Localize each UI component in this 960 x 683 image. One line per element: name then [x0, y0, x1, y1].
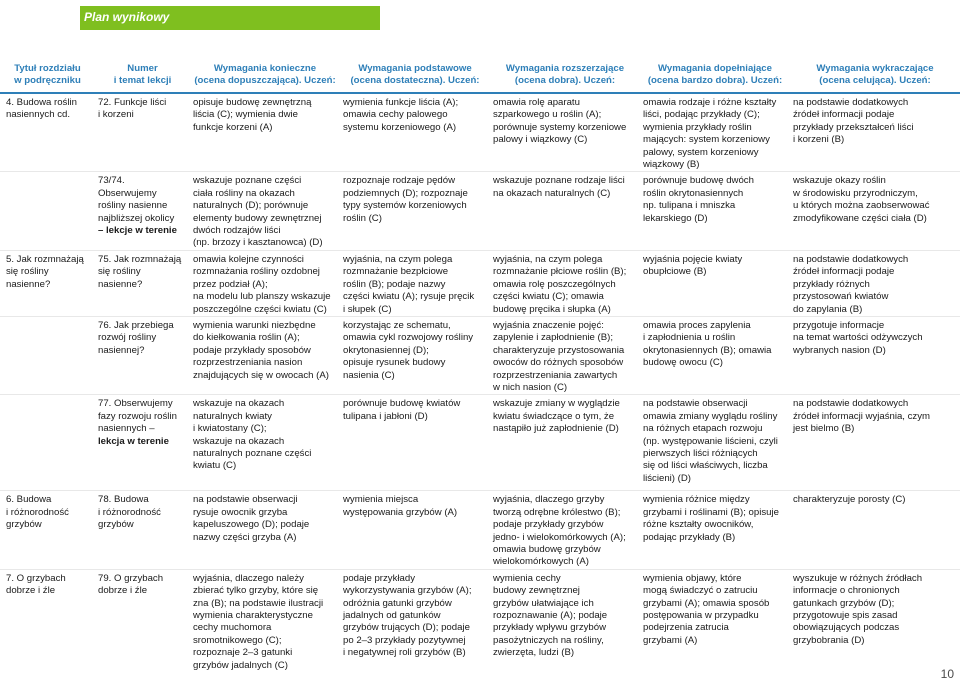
- cell-line: nazwy części grzyba (A): [193, 531, 297, 543]
- table-cell: [95, 250, 190, 316]
- cell-line: i różnorodność: [98, 506, 161, 518]
- cell-line: (np. brzozy i kasztanowca) (D): [193, 237, 323, 249]
- column-header-line: (ocena dobra). Uczeń:: [514, 74, 616, 86]
- cell-line: obowiązujących podczas: [793, 622, 900, 634]
- cell-line: funkcje korzeni (A): [193, 121, 273, 133]
- cell-line: przykłady wpływu grzybów: [493, 622, 607, 634]
- cell-line: 75. Jak rozmnażają: [98, 253, 182, 265]
- table-cell: [340, 569, 490, 673]
- cell-line: i korzeni: [98, 109, 134, 121]
- table-row: [0, 569, 960, 673]
- column-header-line: Wymagania konieczne: [213, 63, 317, 74]
- cell-line: kwiatu świadczące o tym, że: [493, 410, 615, 422]
- cell-line: rozpoznaje 2–3 gatunki: [193, 647, 293, 659]
- table-cell: [640, 94, 790, 172]
- cell-line: mogą świadczyć o zatruciu: [643, 585, 758, 597]
- cell-line: omawia cechy palowego: [343, 109, 448, 121]
- cell-line: rozpoznawanie (A); podaje: [493, 610, 608, 621]
- cell-line: omawia zmiany wyglądu rośliny: [643, 410, 778, 422]
- column-header-line: Wymagania wykraczające: [816, 63, 934, 74]
- table-cell: [490, 491, 640, 569]
- table-cell: [0, 395, 95, 491]
- cell-line: w środowisku przyrodniczym,: [793, 187, 918, 199]
- cell-line: nasiennych cd.: [6, 109, 70, 121]
- cell-line: nasiennej?: [98, 344, 145, 356]
- cell-line: wymienia charakterystyczne: [193, 610, 313, 621]
- cell-line: naturalnych (D); porównuje: [193, 200, 309, 212]
- cell-line: na różnych etapach rozwoju: [643, 423, 763, 435]
- table-cell: [95, 172, 190, 250]
- table-cell: [640, 172, 790, 250]
- cell-line: wyjaśnia, dlaczego należy: [193, 572, 304, 584]
- cell-line: dobrze i źle: [6, 585, 56, 597]
- column-header: [790, 57, 960, 93]
- cell-line: 5. Jak rozmnażają: [6, 253, 84, 265]
- cell-line: się rośliny: [98, 266, 141, 278]
- table-cell: [790, 491, 960, 569]
- cell-line: zapylenie i zapłodnienie (B);: [493, 332, 613, 344]
- table-cell: [490, 250, 640, 316]
- cell-line: części kwiatu (C); omawia: [493, 291, 604, 303]
- cell-line: wyjaśnia pojęcie kwiaty: [643, 253, 743, 265]
- column-header-line: (ocena dostateczna). Uczeń:: [350, 74, 480, 86]
- cell-line: np. tulipana i mniszka: [643, 200, 736, 212]
- table-cell: [0, 569, 95, 673]
- table-row: [0, 250, 960, 316]
- cell-line: nasiennych –: [98, 423, 155, 435]
- cell-line: kapeluszowego (D); podaje: [193, 519, 310, 531]
- table-cell: [340, 250, 490, 316]
- cell-line: wymienia różnice między: [643, 494, 750, 506]
- cell-line: roślin (B); podaje nazwy: [343, 278, 446, 290]
- cell-line: zbierać tylko grzyby, które się: [193, 585, 319, 597]
- cell-line: omawia cykl rozwojowy rośliny: [343, 332, 474, 344]
- cell-line: źródeł informacji podaje: [793, 109, 895, 121]
- cell-line: ciała rośliny na okazach: [193, 187, 295, 199]
- cell-line: 4. Budowa roślin: [6, 97, 77, 108]
- table-cell: [790, 395, 960, 491]
- column-header-line: Wymagania rozszerzające: [505, 63, 625, 74]
- cell-line: informacje o chronionych: [793, 585, 900, 597]
- cell-line: charakteryzuje porosty (C): [793, 494, 906, 506]
- cell-line: najbliższej okolicy: [98, 212, 175, 224]
- cell-line: grzybobrania (D): [793, 634, 865, 646]
- cell-line: i negatywnej roli grzybów (B): [343, 647, 466, 659]
- cell-line: 72. Funkcje liści: [98, 97, 167, 108]
- table-cell: [190, 491, 340, 569]
- table-row: [0, 316, 960, 394]
- cell-line: na podstawie dodatkowych: [793, 253, 909, 265]
- cell-line: rysuje owocnik grzyba: [193, 506, 288, 518]
- cell-line: 6. Budowa: [6, 494, 52, 506]
- cell-line: przystosowań kwiatów: [793, 291, 889, 303]
- cell-line: mających: system korzeniowy: [643, 134, 770, 146]
- cell-line: opisuje rysunek budowy: [343, 357, 446, 369]
- cell-line: (np. występowanie liścieni, czyli: [643, 435, 778, 447]
- table-row: [0, 395, 960, 491]
- cell-line: kwiatu (C): [193, 460, 237, 472]
- cell-line: wymienia warunki niezbędne: [193, 319, 316, 331]
- column-header-line: (ocena bardzo dobra). Uczeń:: [647, 74, 783, 86]
- cell-line: rozmnażanie płciowe roślin (B);: [493, 266, 627, 278]
- table-cell: [190, 172, 340, 250]
- cell-line: wymienia cechy: [493, 572, 561, 584]
- column-header: [0, 57, 95, 93]
- cell-line: korzystając ze schematu,: [343, 319, 451, 331]
- table-cell: [95, 395, 190, 491]
- cell-line: u których można zaobserwować: [793, 200, 930, 212]
- cell-line: rozprzestrzeniania zawartych: [493, 369, 618, 381]
- table-row: [0, 172, 960, 250]
- cell-line: budowę pręcika i słupka (A): [493, 303, 611, 315]
- cell-line: wykorzystywania grzybów (A);: [343, 585, 472, 597]
- table-row: [0, 491, 960, 569]
- table-cell: [640, 569, 790, 673]
- cell-line: 76. Jak przebiega: [98, 319, 174, 331]
- table-cell: [95, 316, 190, 394]
- cell-line: różne kształty owocników,: [643, 519, 754, 531]
- cell-line: gatunkach grzybów (D);: [793, 597, 895, 609]
- cell-line: obupłciowe (B): [643, 266, 707, 278]
- table-cell: [790, 172, 960, 250]
- cell-line: charakteryzuje przystosowania: [493, 344, 625, 356]
- cell-line: znajdujących się w owocach (A): [193, 369, 329, 381]
- table-cell: [640, 316, 790, 394]
- cell-line: liścia (C); wymienia dwie: [193, 109, 299, 121]
- table-cell: [95, 491, 190, 569]
- cell-line: nastąpiło już zapłodnienie (D): [493, 423, 619, 435]
- cell-line: rozpoznaje rodzaje pędów: [343, 175, 456, 187]
- cell-line: nasienne?: [6, 278, 51, 290]
- cell-line: omawia kolejne czynności: [193, 253, 304, 265]
- table-cell: [0, 491, 95, 569]
- cell-line: systemu korzeniowego (A): [343, 121, 457, 133]
- column-header: [340, 57, 490, 93]
- table-cell: [190, 316, 340, 394]
- cell-line: rozmnażania rośliny ozdobnej: [193, 266, 320, 278]
- column-header-line: Numer: [127, 63, 158, 74]
- cell-line: na modelu lub planszy wskazuje: [193, 291, 331, 303]
- cell-line: porównuje budowę dwóch: [643, 175, 754, 187]
- cell-line: 78. Budowa: [98, 494, 149, 506]
- cell-line: 77. Obserwujemy: [98, 398, 173, 410]
- cell-line: owoców do różnych sposobów: [493, 357, 624, 369]
- cell-line: rozprzestrzeniania nasion: [193, 357, 303, 369]
- cell-line: dobrze i źle: [98, 585, 148, 597]
- cell-line: na podstawie dodatkowych: [793, 97, 909, 108]
- cell-line: na podstawie obserwacji: [643, 398, 748, 410]
- cell-line: źródeł informacji podaje: [793, 266, 895, 278]
- cell-line: wymienia funkcje liścia (A);: [343, 97, 459, 108]
- cell-line: wskazuje zmiany w wyglądzie: [493, 398, 620, 410]
- cell-line: jadalnych od gatunków: [343, 610, 441, 621]
- table-cell: [0, 250, 95, 316]
- cell-line: wyjaśnia, na czym polega: [493, 253, 603, 265]
- cell-line: jest bielmo (B): [793, 423, 855, 435]
- cell-line: elementy budowy zewnętrznej: [193, 212, 322, 224]
- cell-line: podając przykłady (B): [643, 531, 736, 543]
- table-cell: [340, 395, 490, 491]
- cell-line: na podstawie obserwacji: [193, 494, 298, 506]
- cell-line: przykłady różnych: [793, 278, 870, 290]
- column-header-line: i temat lekcji: [113, 74, 172, 86]
- table-cell: [790, 250, 960, 316]
- table-cell: [340, 172, 490, 250]
- cell-line: podaje przykłady grzybów: [493, 519, 604, 531]
- cell-line: wskazuje na okazach: [193, 398, 285, 410]
- cell-line: przygotowuje spis zasad: [793, 610, 898, 621]
- table-cell: [95, 569, 190, 673]
- cell-line: grzybów: [98, 519, 134, 531]
- cell-line: zwierzęta, ludzi (B): [493, 647, 575, 659]
- table-header: [0, 57, 960, 93]
- table-body: [0, 94, 960, 673]
- page-number: 10: [940, 667, 954, 681]
- cell-line: i kwiatostany (C);: [193, 423, 267, 435]
- cell-line: budowy zewnętrznej: [493, 585, 580, 597]
- table-cell: [640, 491, 790, 569]
- table-cell: [190, 569, 340, 673]
- cell-line: rośliny nasienne: [98, 200, 168, 212]
- cell-line: typy systemów korzeniowych: [343, 200, 467, 212]
- table-cell: [340, 491, 490, 569]
- cell-line: na podstawie dodatkowych: [793, 398, 909, 410]
- cell-line: zmodyfikowane części ciała (D): [793, 212, 927, 224]
- cell-line: dwóch rodzajów liści: [193, 225, 281, 237]
- cell-line: grzybami i roślinami (B); opisuje: [643, 506, 779, 518]
- column-header-line: Tytuł rozdziału: [14, 63, 81, 74]
- table-cell: [190, 395, 340, 491]
- column-header-line: (ocena celująca). Uczeń:: [819, 74, 931, 86]
- cell-line: omawia rolę poszczególnych: [493, 278, 616, 290]
- cell-line: i korzeni (B): [793, 134, 845, 146]
- cell-line: się rośliny: [6, 266, 49, 278]
- cell-line: grzybami (A); omawia sposób: [643, 597, 770, 609]
- table-cell: [0, 94, 95, 172]
- cell-line: roślin okrytonasiennych: [643, 187, 744, 199]
- table-row: [0, 94, 960, 172]
- page-title: Plan wynikowy: [84, 10, 170, 24]
- cell-line: wybranych nasion (D): [793, 344, 886, 356]
- table-cell: [190, 94, 340, 172]
- column-header: [640, 57, 790, 93]
- cell-line: źródeł informacji wyjaśnia, czym: [793, 410, 931, 422]
- cell-line: podaje przykłady: [343, 572, 415, 584]
- column-header: [95, 57, 190, 93]
- cell-line: lekcja w terenie: [98, 435, 169, 447]
- cell-line: grzybów trujących (D); podaje: [343, 622, 470, 634]
- cell-line: nasienia (C): [343, 369, 395, 381]
- cell-line: jedno- i wielokomórkowych (A);: [493, 531, 626, 543]
- cell-line: grzybów ułatwiające ich: [493, 597, 594, 609]
- cell-line: podaje przykłady sposobów: [193, 344, 311, 356]
- cell-line: 7. O grzybach: [6, 572, 66, 584]
- table-cell: [190, 250, 340, 316]
- cell-line: wyjaśnia, na czym polega: [343, 253, 453, 265]
- cell-line: fazy rozwoju roślin: [98, 410, 177, 422]
- table-cell: [340, 94, 490, 172]
- cell-line: liści, podając przykłady (C);: [643, 109, 760, 121]
- cell-line: wskazuje poznane części: [193, 175, 302, 187]
- cell-line: części kwiatu (A); rysuje pręcik: [343, 291, 475, 303]
- table-cell: [790, 316, 960, 394]
- cell-line: omawia proces zapylenia: [643, 319, 751, 331]
- cell-line: naturalnych kwiaty: [193, 410, 272, 422]
- cell-line: podziemnych (D); rozpoznaje: [343, 187, 468, 199]
- cell-line: na okazach naturalnych (C): [493, 187, 611, 199]
- cell-line: cechy muchomora: [193, 622, 272, 634]
- cell-line: wymienia objawy, które: [643, 572, 742, 584]
- table-cell: [640, 395, 790, 491]
- cell-line: grzybów jadalnych (C): [193, 659, 288, 671]
- cell-line: i różnorodność: [6, 506, 69, 518]
- cell-line: wskazuje poznane rodzaje liści: [493, 175, 625, 187]
- cell-line: postępowania w przypadku: [643, 610, 759, 621]
- table-cell: [640, 250, 790, 316]
- table-cell: [490, 172, 640, 250]
- cell-line: wyszukuje w różnych źródłach: [793, 572, 923, 584]
- cell-line: 73/74.: [98, 175, 125, 187]
- cell-line: wymienia przykłady roślin: [643, 121, 752, 133]
- cell-line: – lekcje w terenie: [98, 225, 177, 237]
- cell-line: okrytonasiennej (D);: [343, 344, 429, 356]
- cell-line: grzybami (A): [643, 634, 698, 646]
- column-header-line: (ocena dopuszczająca). Uczeń:: [194, 74, 336, 86]
- cell-line: do kiełkowania roślin (A);: [193, 332, 300, 344]
- table-cell: [490, 316, 640, 394]
- cell-line: 79. O grzybach: [98, 572, 164, 584]
- cell-line: odróżnia gatunki grzybów: [343, 597, 452, 609]
- cell-line: pasożytniczych na rośliny,: [493, 634, 604, 646]
- cell-line: Obserwujemy: [98, 187, 157, 199]
- cell-line: przygotuje informacje: [793, 319, 885, 331]
- cell-line: przez podział (A);: [193, 278, 268, 290]
- cell-line: wyjaśnia znaczenie pojęć:: [493, 319, 604, 331]
- column-header: [490, 57, 640, 93]
- cell-line: lekarskiego (D): [643, 212, 708, 224]
- cell-line: omawia rolę aparatu: [493, 97, 580, 108]
- cell-line: szparkowego u roślin (A);: [493, 109, 602, 121]
- cell-line: porównuje systemy korzeniowe: [493, 121, 627, 133]
- table-cell: [340, 316, 490, 394]
- cell-line: naturalnych poznane części: [193, 447, 312, 459]
- cell-line: i zapłodnienia u roślin: [643, 332, 736, 344]
- cell-line: wymienia miejsca: [343, 494, 419, 506]
- table-cell: [490, 569, 640, 673]
- cell-line: liścieni) (D): [643, 472, 691, 484]
- cell-line: okrytonasiennych (B); omawia: [643, 344, 772, 356]
- cell-line: omawia rodzaje i różne kształty: [643, 97, 777, 108]
- column-header-line: w podręczniku: [14, 74, 81, 86]
- cell-line: występowania grzybów (A): [343, 506, 458, 518]
- cell-line: przykłady przekształceń liści: [793, 121, 914, 133]
- cell-line: rozmnażanie bezpłciowe: [343, 266, 449, 278]
- cell-line: nasienne?: [98, 278, 143, 290]
- cell-line: roślin (C): [343, 212, 382, 224]
- table-cell: [490, 395, 640, 491]
- cell-line: budowę owocu (C): [643, 357, 723, 369]
- cell-line: wskazuje na okazach: [193, 435, 285, 447]
- cell-line: w nich nasion (C): [493, 381, 568, 393]
- table-cell: [95, 94, 190, 172]
- cell-line: poszczególne części kwiatu (C): [193, 303, 327, 315]
- cell-line: wiązkowy (B): [643, 159, 700, 171]
- cell-line: rozwój rośliny: [98, 332, 157, 344]
- table-cell: [0, 172, 95, 250]
- cell-line: tworzą odrębne królestwo (B);: [493, 506, 621, 518]
- column-header: [190, 57, 340, 93]
- cell-line: podejrzenia zatrucia: [643, 622, 729, 634]
- table-cell: [490, 94, 640, 172]
- cell-line: zna (B); na podstawie ilustracji: [193, 597, 324, 609]
- cell-line: opisuje budowę zewnętrzną: [193, 97, 312, 108]
- cell-line: na temat wartości odżywczych: [793, 332, 923, 344]
- cell-line: omawia budowę grzybów: [493, 543, 601, 555]
- cell-line: palowy, system korzeniowy: [643, 146, 759, 158]
- column-header-line: Wymagania podstawowe: [358, 63, 472, 74]
- cell-line: palowy i wiązkowy (C): [493, 134, 588, 146]
- cell-line: porównuje budowę kwiatów: [343, 398, 461, 410]
- plan-table: [0, 57, 960, 673]
- column-header-line: Wymagania dopełniające: [658, 63, 772, 74]
- cell-line: się od liści właściwych, liczba: [643, 460, 768, 472]
- cell-line: wskazuje okazy roślin: [793, 175, 886, 187]
- cell-line: sromotnikowego (C);: [193, 634, 282, 646]
- cell-line: tulipana i jabłoni (D): [343, 410, 428, 422]
- cell-line: i słupek (C): [343, 303, 392, 315]
- table-cell: [0, 316, 95, 394]
- cell-line: wyjaśnia, dlaczego grzyby: [493, 494, 605, 506]
- cell-line: po 2–3 przykłady pozytywnej: [343, 634, 466, 646]
- cell-line: do zapylania (B): [793, 303, 863, 315]
- cell-line: pierwszych liści różniących: [643, 447, 758, 459]
- table-cell: [790, 94, 960, 172]
- table-cell: [790, 569, 960, 673]
- cell-line: grzybów: [6, 519, 42, 531]
- cell-line: wielokomórkowych (A): [493, 556, 589, 568]
